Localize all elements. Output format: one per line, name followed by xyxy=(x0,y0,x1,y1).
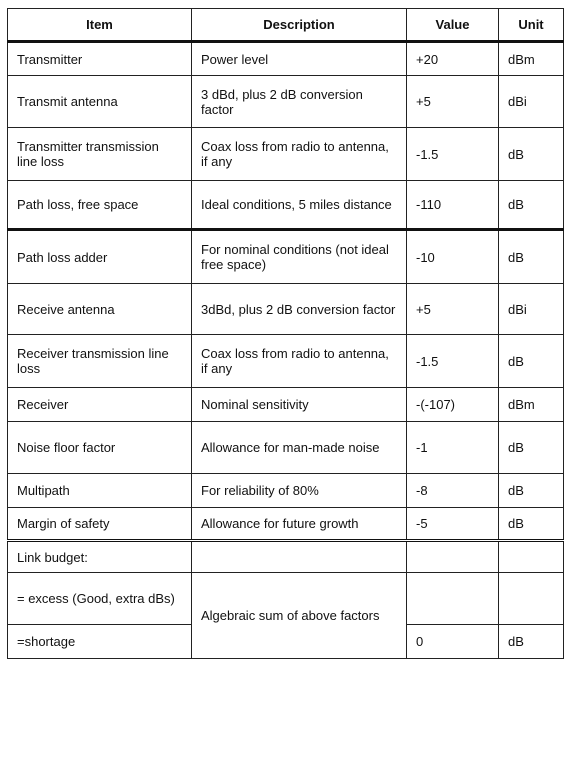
cell-unit: dB xyxy=(499,335,564,388)
cell-item: Path loss adder xyxy=(8,230,192,284)
cell-description: 3dBd, plus 2 dB conversion factor xyxy=(192,284,407,335)
cell-item: Receiver transmission line loss xyxy=(8,335,192,388)
cell-value: +5 xyxy=(407,76,499,128)
cell-description: Power level xyxy=(192,42,407,76)
link-budget-table xyxy=(7,8,564,659)
summary-row-link-budget xyxy=(8,541,564,573)
cell-value: +20 xyxy=(407,42,499,76)
cell-value: -8 xyxy=(407,474,499,508)
cell-description: For nominal conditions (not ideal free space) xyxy=(192,230,407,284)
header-row xyxy=(8,9,564,42)
cell-unit: dB xyxy=(499,474,564,508)
cell-unit: dB xyxy=(499,508,564,541)
empty-cell xyxy=(499,541,564,573)
table-row xyxy=(8,128,564,181)
cell-unit: dBm xyxy=(499,42,564,76)
summary-description: Algebraic sum of above factors xyxy=(192,573,407,659)
cell-unit: dBm xyxy=(499,388,564,422)
cell-value: +5 xyxy=(407,284,499,335)
cell-item: Transmitter xyxy=(8,42,192,76)
cell-description: Nominal sensitivity xyxy=(192,388,407,422)
summary-row-excess xyxy=(8,573,564,625)
table-row xyxy=(8,181,564,230)
cell-item: Transmitter transmission line loss xyxy=(8,128,192,181)
cell-value: -10 xyxy=(407,230,499,284)
table-row xyxy=(8,335,564,388)
table-row xyxy=(8,284,564,335)
table-row xyxy=(8,42,564,76)
header-description: Description xyxy=(192,9,407,42)
table-row xyxy=(8,76,564,128)
cell-value: -1.5 xyxy=(407,335,499,388)
cell-description: Coax loss from radio to antenna, if any xyxy=(192,335,407,388)
link-budget-label: Link budget: xyxy=(8,541,192,573)
excess-label: = excess (Good, extra dBs) xyxy=(8,573,192,625)
header-unit: Unit xyxy=(499,9,564,42)
cell-item: Noise floor factor xyxy=(8,422,192,474)
cell-value: -1 xyxy=(407,422,499,474)
cell-description: 3 dBd, plus 2 dB conversion factor xyxy=(192,76,407,128)
cell-description: Ideal conditions, 5 miles distance xyxy=(192,181,407,230)
cell-unit: dB xyxy=(499,181,564,230)
header-item: Item xyxy=(8,9,192,42)
cell-unit: dB xyxy=(499,128,564,181)
cell-item: Receiver xyxy=(8,388,192,422)
header-value: Value xyxy=(407,9,499,42)
cell-item: Receive antenna xyxy=(8,284,192,335)
empty-cell xyxy=(499,573,564,625)
cell-unit: dB xyxy=(499,422,564,474)
table-row xyxy=(8,474,564,508)
cell-value: -110 xyxy=(407,181,499,230)
empty-cell xyxy=(407,541,499,573)
cell-description: Allowance for future growth xyxy=(192,508,407,541)
cell-unit: dBi xyxy=(499,76,564,128)
cell-description: For reliability of 80% xyxy=(192,474,407,508)
empty-cell xyxy=(407,573,499,625)
cell-item: Transmit antenna xyxy=(8,76,192,128)
cell-item: Margin of safety xyxy=(8,508,192,541)
table-row xyxy=(8,388,564,422)
cell-item: Multipath xyxy=(8,474,192,508)
cell-value: -(-107) xyxy=(407,388,499,422)
shortage-label: =shortage xyxy=(8,625,192,659)
table-row xyxy=(8,230,564,284)
empty-cell xyxy=(192,541,407,573)
shortage-unit: dB xyxy=(499,625,564,659)
cell-description: Coax loss from radio to antenna, if any xyxy=(192,128,407,181)
shortage-value: 0 xyxy=(407,625,499,659)
cell-description: Allowance for man-made noise xyxy=(192,422,407,474)
cell-value: -1.5 xyxy=(407,128,499,181)
table-row xyxy=(8,422,564,474)
cell-unit: dB xyxy=(499,230,564,284)
cell-value: -5 xyxy=(407,508,499,541)
cell-unit: dBi xyxy=(499,284,564,335)
cell-item: Path loss, free space xyxy=(8,181,192,230)
table-row xyxy=(8,508,564,541)
